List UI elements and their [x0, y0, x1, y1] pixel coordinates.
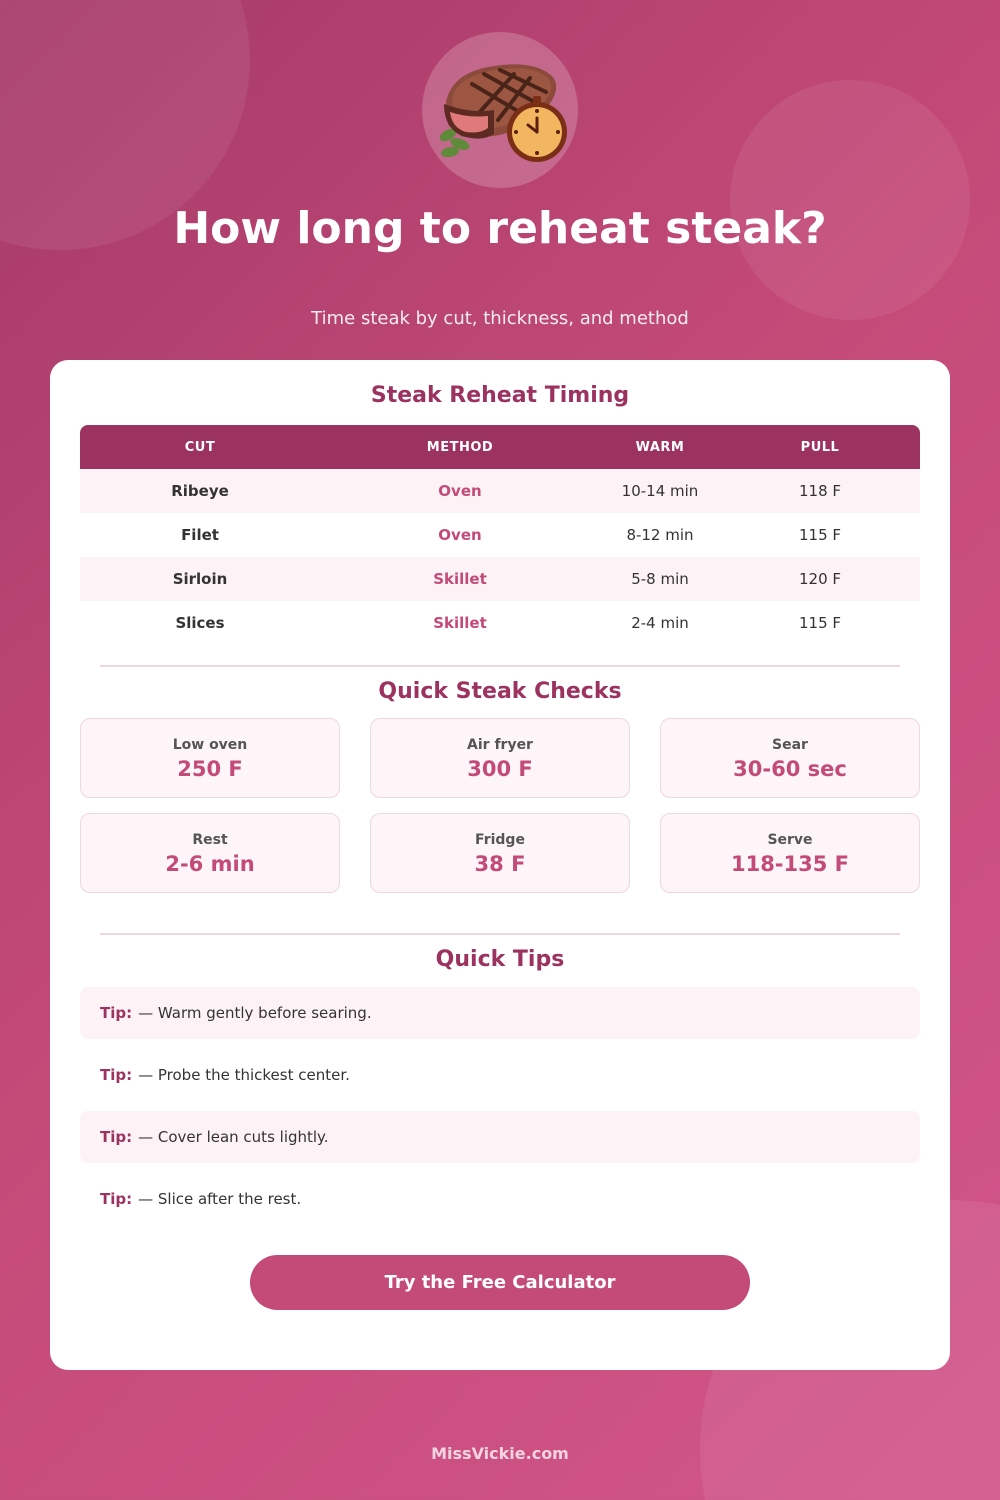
check-label: Sear [772, 737, 808, 753]
list-item [80, 1173, 920, 1225]
cell-pull: 115 F [798, 526, 842, 544]
checks-grid [80, 718, 920, 893]
table-row [80, 557, 920, 601]
check-value: 250 F [177, 757, 243, 781]
table-row [80, 513, 920, 557]
cell-pull: 115 F [798, 614, 842, 632]
cell-pull: 118 F [798, 482, 842, 500]
column-header-warm: WARM [635, 439, 685, 455]
page-subtitle: Time steak by cut, thickness, and method [311, 308, 689, 329]
cell-warm: 2-4 min [631, 614, 689, 632]
background-circle [730, 80, 970, 320]
tip-label: Tip: [100, 1128, 133, 1146]
check-card [370, 813, 630, 893]
tip-text: — Slice after the rest. [138, 1190, 302, 1208]
tips-section-title: Quick Tips [435, 947, 565, 972]
list-item [80, 1111, 920, 1163]
tip-text: — Probe the thickest center. [138, 1066, 350, 1084]
cell-cut: Sirloin [172, 570, 228, 588]
cell-cut: Ribeye [171, 482, 229, 500]
check-value: 2-6 min [165, 852, 255, 876]
list-item [80, 1049, 920, 1101]
check-value: 300 F [467, 757, 533, 781]
tip-text: — Cover lean cuts lightly. [138, 1128, 329, 1146]
check-label: Rest [192, 832, 228, 848]
cell-cut: Slices [175, 614, 225, 632]
cell-method: Oven [438, 482, 482, 500]
check-label: Serve [767, 832, 813, 848]
column-header-pull: PULL [800, 439, 840, 455]
tip-label: Tip: [100, 1066, 133, 1084]
checks-section-title: Quick Steak Checks [378, 679, 622, 704]
cell-warm: 8-12 min [626, 526, 694, 544]
check-label: Low oven [172, 737, 248, 753]
cell-pull: 120 F [798, 570, 842, 588]
check-card [370, 718, 630, 798]
table-row [80, 469, 920, 513]
list-item [80, 987, 920, 1039]
page-title: How long to reheat steak? [173, 203, 827, 254]
timing-section-title: Steak Reheat Timing [370, 383, 630, 408]
section-divider [100, 933, 900, 935]
column-header-method: METHOD [426, 439, 494, 455]
table-header [80, 425, 920, 469]
cell-cut: Filet [181, 526, 219, 544]
cell-method: Skillet [433, 570, 487, 588]
check-card [80, 813, 340, 893]
column-header-cut: CUT [184, 439, 216, 455]
check-value: 30-60 sec [733, 757, 847, 781]
check-value: 38 F [474, 852, 526, 876]
tip-label: Tip: [100, 1004, 133, 1022]
tip-label: Tip: [100, 1190, 133, 1208]
timing-table [80, 425, 920, 645]
check-card [660, 813, 920, 893]
content-card [50, 360, 950, 1370]
check-value: 118-135 F [730, 852, 850, 876]
cell-method: Oven [438, 526, 482, 544]
cell-warm: 5-8 min [631, 570, 689, 588]
check-label: Fridge [475, 832, 525, 848]
check-card [80, 718, 340, 798]
check-label: Air fryer [467, 737, 533, 753]
cell-warm: 10-14 min [621, 482, 699, 500]
cell-method: Skillet [433, 614, 487, 632]
calculator-button[interactable]: Try the Free Calculator [250, 1255, 750, 1310]
tips-list [80, 987, 920, 1235]
steak-with-timer-icon [422, 32, 578, 188]
footer-brand[interactable]: MissVickie.com [431, 1444, 569, 1463]
section-divider [100, 665, 900, 667]
table-row [80, 601, 920, 645]
check-card [660, 718, 920, 798]
tip-text: — Warm gently before searing. [138, 1004, 372, 1022]
